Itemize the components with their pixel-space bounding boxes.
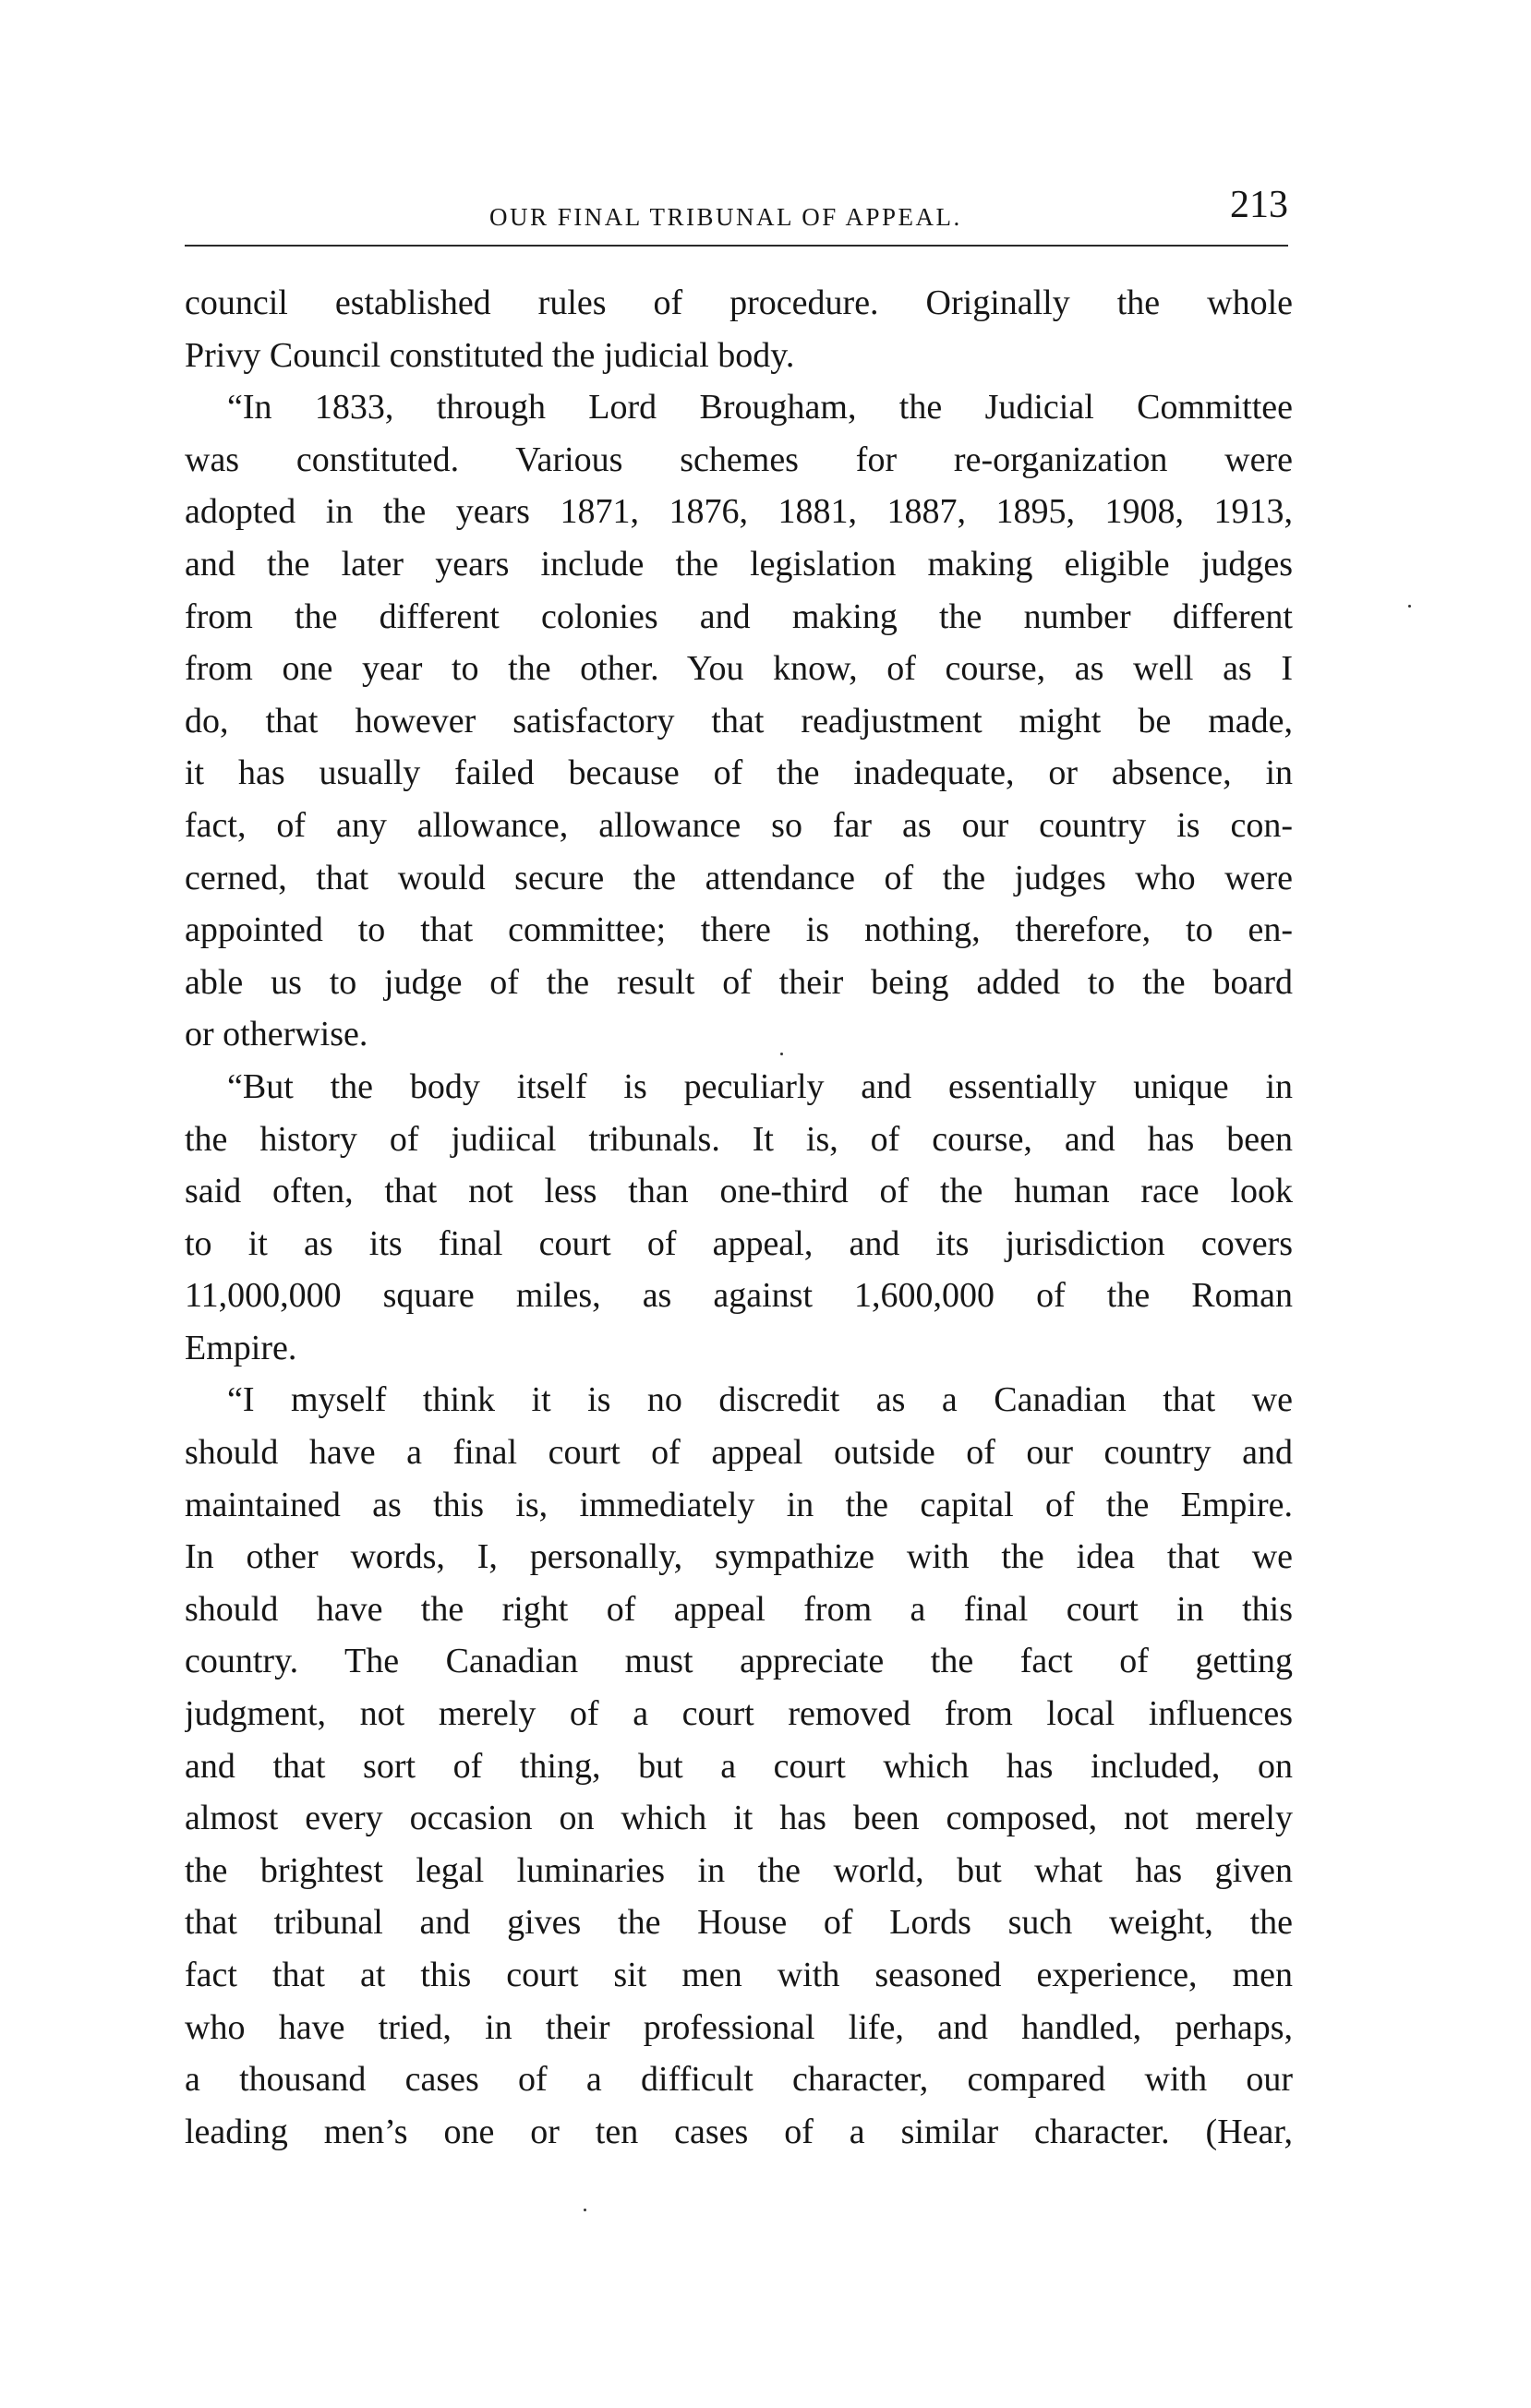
text-line: it has usually failed because of the inadequate, or absence, in [185,753,1293,793]
text-line: the history of judiical tribunals. It is, of course, and has been [185,1119,1293,1159]
text-line: should have the right of appeal from a final court in this [185,1589,1293,1629]
text-line: do, that however satisfactory that readjustment might be made, [185,701,1293,740]
text-line: In other words, I, personally, sympathize with the idea that we [185,1537,1293,1577]
scan-speck [584,2209,586,2211]
text-line: a thousand cases of a difficult character, compared with our [185,2060,1293,2100]
text-line: leading men’s one or ten cases of a similar character. (Hear, [185,2112,1293,2151]
text-line: or otherwise. [185,1015,368,1054]
text-line: was constituted. Various schemes for re-organization were [185,439,1293,479]
text-line: the brightest legal luminaries in the world, but what has given [185,1850,1293,1890]
text-line: “I myself think it is no discredit as a Canadian that we [227,1380,1293,1420]
text-line: should have a final court of appeal outside of our country and [185,1433,1293,1473]
text-line: from one year to the other. You know, of course, as well as I [185,649,1293,689]
scan-speck [780,1053,783,1055]
text-line: that tribunal and gives the House of Lords such weight, the [185,1903,1293,1943]
text-line: appointed to that committee; there is nothing, therefore, to en- [185,910,1293,950]
text-line: Privy Council constituted the judicial body. [185,335,795,375]
text-line: fact, of any allowance, allowance so far as our country is con- [185,805,1293,845]
text-line: council established rules of procedure. Originally the whole [185,283,1293,322]
text-line: 11,000,000 square miles, as against 1,600,000 of the Roman [185,1276,1293,1316]
text-line: cerned, that would secure the attendance of the judges who were [185,858,1293,897]
running-title: OUR FINAL TRIBUNAL OF APPEAL. [489,203,962,231]
body-text [185,277,1293,2158]
text-line: and the later years include the legislation making eligible judges [185,544,1293,584]
text-line: country. The Canadian must appreciate the fact of getting [185,1642,1293,1681]
text-line: “In 1833, through Lord Brougham, the Judicial Committee [227,388,1293,427]
text-line: and that sort of thing, but a court which has included, on [185,1746,1293,1786]
scan-speck [1408,605,1411,608]
text-line: judgment, not merely of a court removed from local influences [185,1694,1293,1734]
text-line: to it as its final court of appeal, and its jurisdiction covers [185,1223,1293,1263]
text-line: almost every occasion on which it has been composed, not merely [185,1799,1293,1838]
header-rule [185,245,1288,247]
text-line: maintained as this is, immediately in the capital of the Empire. [185,1485,1293,1524]
text-line: able us to judge of the result of their being added to the board [185,962,1293,1002]
text-line: who have tried, in their professional life, and handled, perhaps, [185,2007,1293,2047]
text-line: adopted in the years 1871, 1876, 1881, 1887, 1895, 1908, 1913, [185,492,1293,532]
text-line: from the different colonies and making the number different [185,596,1293,636]
text-line: Empire. [185,1328,297,1367]
text-line: said often, that not less than one-third of the human race look [185,1172,1293,1211]
text-line: fact that at this court sit men with seasoned experience, men [185,1956,1293,1994]
text-line: “But the body itself is peculiarly and essentially unique in [227,1066,1293,1106]
running-header [185,175,1293,249]
page-number: 213 [1230,184,1288,226]
